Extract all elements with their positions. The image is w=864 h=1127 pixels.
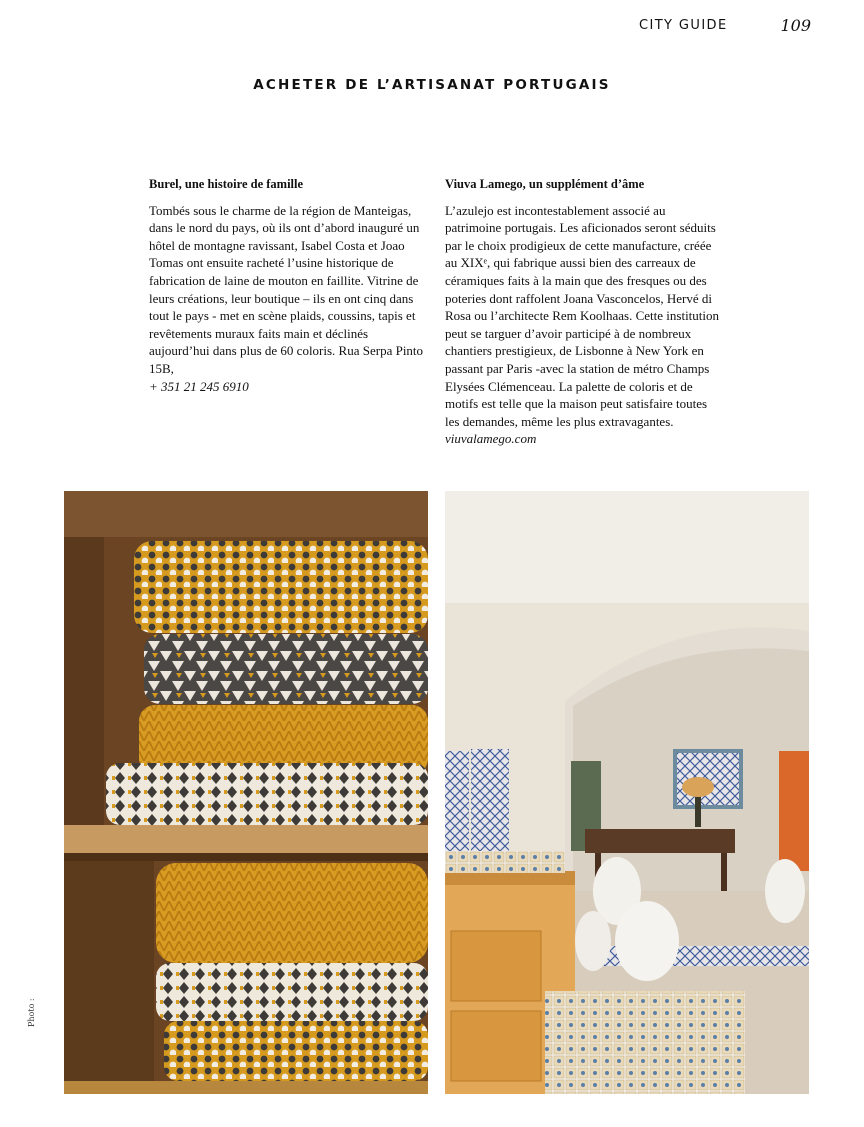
page-title: ACHETER DE L’ARTISANAT PORTUGAIS xyxy=(253,77,611,93)
article-website: viuvalamego.com xyxy=(445,431,537,447)
photo-folded-blankets xyxy=(64,491,428,1094)
article-viuva-lamego xyxy=(445,176,720,448)
page-number: 109 xyxy=(780,16,811,35)
article-phone: + 351 21 245 6910 xyxy=(149,378,249,394)
article-burel xyxy=(149,176,424,395)
photo-ceramics-shop xyxy=(445,491,809,1094)
article-heading: Viuva Lamego, un supplément d’âme xyxy=(445,177,645,191)
article-body: L’azulejo est incontestablement associé au patrimoine portugais. Les aficionados seront séduits par le choix prodigieux de cette manufacture, créée au XIXᵉ, qui fabrique aussi bien des carreaux de céramiques faits à la main que des fresques ou des poteries dont raffolent Joana Vasconcelos, Hervé di Rosa ou l’architecte Rem Koolhaas. Cette institution peut se targuer d’avoir participé à de nombreux chantiers prestigieux, de Lisbonne à New York en passant par Paris -avec la station de métro Champs Elysées Clémenceau. La palette de coloris et de motifs est telle que la maison peut satisfaire toutes les demandes, même les plus extravagantes. xyxy=(445,202,720,429)
article-body: Tombés sous le charme de la région de Manteigas, dans le nord du pays, où ils ont d’abord inauguré un hôtel de montagne ravissant, Isabel Costa et Joao Tomas ont ensuite racheté l’usine historique de fabrication de laine de mouton en faillite. Vitrine de leurs créations, leur boutique – ils en ont cinq dans tout le pays - met en scène plaids, coussins, tapis et revêtements muraux faits main et déclinés aujourd’hui dans plus de 60 coloris. Rua Serpa Pinto 15B, xyxy=(149,202,424,376)
photo-credit: Photo : xyxy=(27,998,36,1027)
section-label: CITY GUIDE xyxy=(639,18,728,33)
article-heading: Burel, une histoire de famille xyxy=(149,177,304,191)
